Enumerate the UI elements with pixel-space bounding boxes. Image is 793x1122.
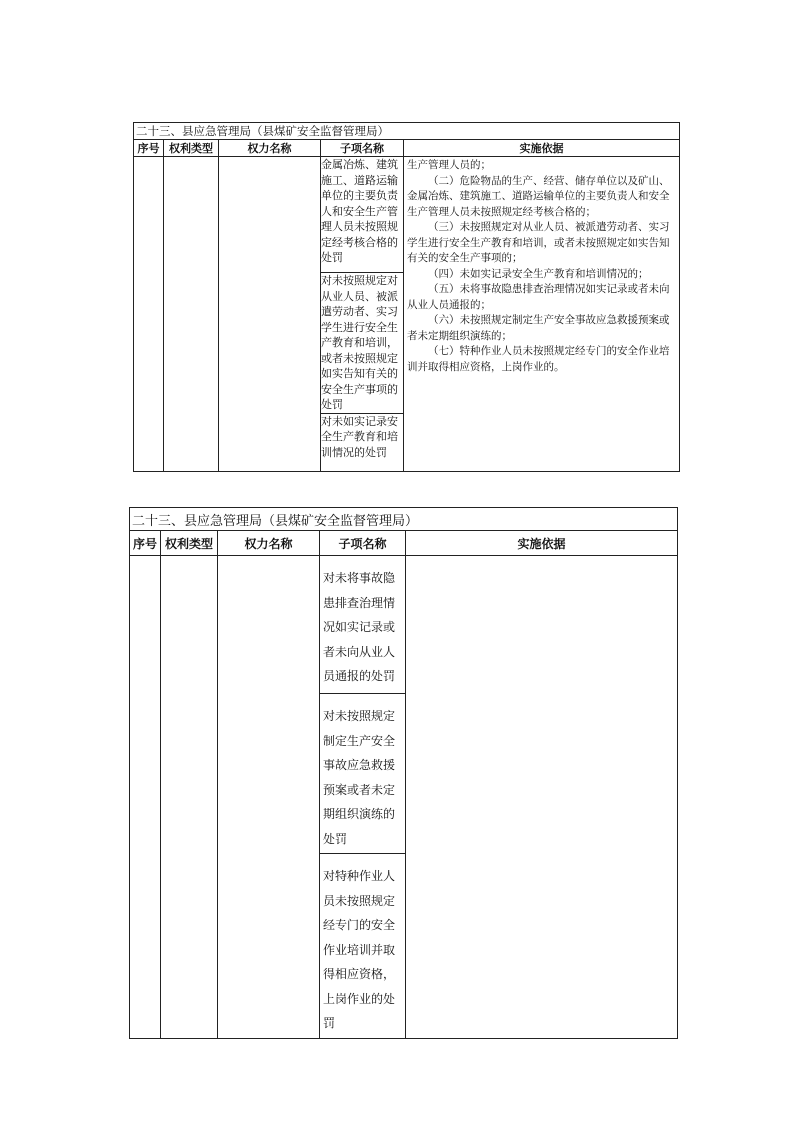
power-cell (218, 556, 320, 1039)
sub-item-cell: 金属冶炼、建筑施工、道路运输单位的主要负责人和安全生产管理人员未按照规定经考核合格的处罚 (321, 157, 404, 273)
sub-item-cell: 对未将事故隐患排查治理情况如实记录或者未向从业人员通报的处罚 (320, 556, 406, 694)
basis-paragraph: 生产管理人员的； (407, 159, 491, 171)
seq-cell (134, 157, 164, 472)
type-cell (164, 157, 219, 472)
seq-cell (130, 556, 161, 1039)
basis-paragraph: （四）未如实记录安全生产教育和培训情况的； (428, 267, 649, 280)
power-cell (219, 157, 321, 472)
header-item: 子项名称 (321, 140, 404, 157)
header-power: 权力名称 (218, 531, 320, 556)
type-cell (161, 556, 218, 1039)
table-title: 二十三、县应急管理局（县煤矿安全监督管理局） (134, 123, 680, 140)
header-seq: 序号 (134, 140, 164, 157)
basis-paragraph: （七）特种作业人员未按照规定经专门的安全作业培训并取得相应资格，上岗作业的。 (407, 345, 670, 373)
table-title: 二十三、县应急管理局（县煤矿安全监督管理局） (130, 508, 678, 531)
basis-paragraph: （三）未按照规定对从业人员、被派遣劳动者、实习学生进行安全生产教育和培训，或者未按照规定如实告知有关的安全生产事项的； (407, 221, 670, 264)
basis-paragraph: （六）未按照规定制定生产安全事故应急救援预案或者未定期组织演练的； (407, 314, 670, 342)
basis-paragraph: （五）未将事故隐患排查治理情况如实记录或者未向从业人员通报的； (407, 283, 670, 311)
header-type: 权利类型 (161, 531, 218, 556)
basis-cell (406, 556, 678, 1039)
header-basis: 实施依据 (406, 531, 678, 556)
power-list-table-1 (133, 122, 680, 472)
header-basis: 实施依据 (404, 140, 680, 157)
sub-item-cell: 对未按照规定制定生产安全事故应急救援预案或者未定期组织演练的处罚 (320, 694, 406, 854)
header-power: 权力名称 (219, 140, 321, 157)
sub-item-cell: 对未如实记录安全生产教育和培训情况的处罚 (321, 413, 404, 471)
header-type: 权利类型 (164, 140, 219, 157)
header-item: 子项名称 (320, 531, 406, 556)
header-seq: 序号 (130, 531, 161, 556)
sub-item-cell: 对特种作业人员未按照规定经专门的安全作业培训并取得相应资格，上岗作业的处罚 (320, 854, 406, 1039)
power-list-table-2 (129, 507, 678, 1039)
basis-paragraph: （二）危险物品的生产、经营、储存单位以及矿山、金属冶炼、建筑施工、道路运输单位的主要负责人和安全生产管理人员未按照规定经考核合格的； (407, 174, 670, 218)
sub-item-cell: 对未按照规定对从业人员、被派遣劳动者、实习学生进行安全生产教育和培训，或者未按照规定如实告知有关的安全生产事项的处罚 (321, 273, 404, 414)
basis-cell (404, 157, 680, 472)
